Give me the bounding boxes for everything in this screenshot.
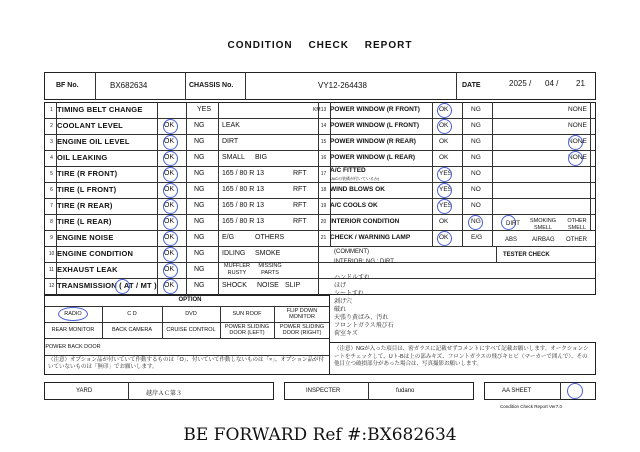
row-number: 1 (50, 107, 53, 113)
option-item: C D (127, 311, 137, 317)
row-option: OK (164, 218, 175, 225)
check-row-left (47, 198, 317, 214)
row-option: NOISE (257, 282, 279, 289)
yard-value: 越岸ＡＣ第３ (146, 391, 183, 397)
row-extra: NONE (568, 138, 587, 145)
row-number: 13 (320, 107, 327, 113)
option-item: FLIP DOWN MONITOR (286, 308, 318, 320)
check-row-right (319, 134, 587, 150)
check-row-right (319, 230, 491, 246)
row-option: E/G (222, 234, 235, 241)
row-number: 4 (50, 155, 53, 161)
row-option: RFT (293, 202, 307, 209)
row-number: 14 (320, 123, 327, 129)
aa-sheet-label: AA SHEET (502, 388, 532, 394)
check-row-left (47, 278, 317, 294)
row-label: POWER WINDOW (L FRONT) (330, 122, 420, 129)
footer-ref: BE FORWARD Ref #:BX682634 (183, 425, 457, 445)
row-ok: OK (439, 154, 449, 161)
note-left: （注意）オプション品が付いていて作動するものは「O」、付いていて作動しないものは「×」、オプション品が付いていないものは「無印」でお願いします。 (48, 357, 325, 370)
report-title (0, 40, 640, 51)
row-option: OK (164, 170, 175, 177)
row-ok: OK (439, 138, 449, 145)
row-option: SHOCK (222, 282, 247, 289)
option-item: RADIO (64, 311, 82, 317)
check-mark-circle (437, 167, 452, 182)
row-option: NG (194, 218, 205, 225)
row-option: 165 / 80 R 13 (222, 186, 265, 193)
row-option: RFT (293, 170, 307, 177)
bf-value: BX682634 (110, 81, 148, 90)
row-option: SMOKE (255, 250, 281, 257)
row-number: 2 (50, 123, 53, 129)
check-row-left (47, 182, 317, 198)
row-number: 11 (48, 267, 55, 273)
check-mark-circle (437, 231, 452, 246)
comment-line: フロントガラス飛び石 (334, 323, 394, 329)
row-number: 8 (50, 219, 53, 225)
option-item: POWER BACK DOOR (45, 343, 101, 350)
row-option: DIRT (222, 138, 239, 145)
title-word: CONDITION (227, 40, 293, 51)
row-label: EXHAUST LEAK (57, 265, 118, 274)
tester-check: TESTER CHECK (503, 252, 550, 258)
check-mark-circle (163, 151, 178, 166)
row-number: 9 (50, 235, 53, 241)
row-option: RFT (293, 218, 307, 225)
check-row-left (47, 214, 317, 230)
row-ng: NG (471, 218, 481, 225)
row-number: 19 (320, 203, 327, 209)
check-row-left (47, 230, 317, 246)
row-option: MUFFLER RUSTY (224, 263, 250, 276)
option-item: CRUISE CONTROL (166, 327, 216, 333)
row-option: BIG (255, 154, 268, 161)
check-mark-circle (568, 135, 583, 150)
row-ok: OK (439, 234, 449, 241)
row-option: OK (164, 202, 175, 209)
row-ng: NG (471, 122, 481, 129)
interior-dirt: DIRT (506, 221, 520, 227)
row-option: NG (194, 202, 205, 209)
check-row-right (319, 214, 491, 230)
option-item: BACK CAMERA (111, 327, 153, 333)
row-option: SMALL (222, 154, 245, 161)
row-ng: NO (471, 186, 481, 193)
row-label: TRANSMISSION ( AT / MT ) (57, 281, 157, 290)
row-label: A/C FITTED (330, 167, 366, 174)
row-ok: YES (439, 186, 453, 193)
bf-label: BF No. (56, 82, 79, 89)
check-mark-circle (437, 183, 452, 198)
row-label: TIRE (L REAR) (57, 217, 112, 226)
row-option: OK (164, 234, 175, 241)
row-option: LEAK (222, 122, 240, 129)
check-row-left (47, 150, 317, 166)
row-ng: NG (471, 106, 481, 113)
comment-label: (COMMENT) (334, 249, 369, 255)
row-number: 10 (48, 251, 55, 257)
row-number: 18 (320, 187, 327, 193)
option-item: POWER SLIDING DOOR (LEFT) (224, 324, 270, 336)
row-ok: OK (439, 106, 449, 113)
check-mark-circle (163, 135, 178, 150)
row-option: NG (194, 282, 205, 289)
row-option: NG (194, 250, 205, 257)
yard-label: YARD (76, 388, 93, 394)
row-label: TIRE (R REAR) (57, 201, 113, 210)
comment-line: 破れ (334, 307, 347, 313)
check-row-right (319, 198, 491, 214)
row-ng: E/G (471, 234, 483, 241)
inspecter-value: fudano (396, 388, 415, 394)
check-mark-circle (163, 247, 178, 262)
row-number: 12 (48, 283, 55, 289)
check-row-right (319, 182, 491, 198)
check-row-left (47, 262, 317, 278)
inspecter-label: INSPECTER (306, 388, 341, 394)
row-option: OK (164, 186, 175, 193)
chassis-value: VY12-264438 (318, 81, 367, 90)
row-option: 165 / 80 R 13 (222, 202, 265, 209)
row-ng: NG (471, 138, 481, 145)
row-ng: NO (471, 202, 481, 209)
check-mark-circle (163, 215, 178, 230)
row-extra: NONE (568, 154, 587, 161)
check-row-right (319, 118, 587, 134)
option-item: SUN ROOF (232, 311, 262, 317)
check-mark-circle (163, 199, 178, 214)
comment-line: 天張り黄ばみ、汚れ (334, 315, 389, 321)
option-item: REAR MONITOR (51, 327, 95, 333)
title-word: CHECK (308, 40, 349, 51)
row-number: 20 (320, 219, 327, 225)
row-number: 15 (320, 139, 327, 145)
date-day: 21 (576, 79, 585, 88)
row-number: 16 (320, 155, 327, 161)
title-word: REPORT (364, 40, 413, 51)
row-ok: OK (439, 122, 449, 129)
row-label: POWER WINDOW (R REAR) (330, 138, 416, 145)
row-label: INTERIOR CONDITION (330, 218, 400, 225)
check-mark-circle (115, 279, 130, 294)
comment-line: INTERIOR: NG : DIRT (334, 259, 394, 265)
row-label: POWER WINDOW (L REAR) (330, 154, 416, 161)
row-option: NG (194, 234, 205, 241)
check-mark-circle (437, 103, 452, 118)
comment-line: 剥げ穴 (334, 299, 353, 305)
row-option: NG (194, 122, 205, 129)
row-label: COOLANT LEVEL (57, 121, 123, 130)
row-option: IDLING (222, 250, 246, 257)
comment-line (334, 266, 494, 274)
row-option: SLIP (285, 282, 301, 289)
check-mark-circle (437, 119, 452, 134)
row-option: 165 / 80 R 13 (222, 218, 265, 225)
row-option: OK (164, 122, 175, 129)
row-ok: OK (439, 218, 449, 225)
comment-line: ほげ (334, 283, 347, 289)
row-ng: NG (471, 154, 481, 161)
row-ok: YES (439, 170, 453, 177)
row-option: YES (197, 106, 212, 113)
row-extra: NONE (568, 106, 587, 113)
row-option: 165 / 80 R 13 (222, 170, 265, 177)
row-option: OK (164, 266, 175, 273)
check-mark-circle (163, 119, 178, 134)
row-ok: YES (439, 202, 453, 209)
date-month: 04 / (545, 79, 559, 88)
row-number: 17 (320, 171, 327, 177)
row-option: OK (164, 282, 175, 289)
check-row-right (319, 102, 587, 118)
interior-smoking: SMOKING SMELL (530, 218, 556, 231)
row-label: A/C COOLS OK (330, 202, 378, 209)
row-number: 3 (50, 139, 53, 145)
row-number: 21 (320, 235, 327, 241)
check-mark-circle (468, 215, 483, 230)
date-year: 2025 / (509, 79, 532, 88)
row-ng: NO (471, 170, 481, 177)
option-label: OPTION (178, 297, 202, 303)
date-label: DATE (462, 82, 481, 89)
comment-text (334, 258, 494, 338)
check-row-left (47, 134, 317, 150)
row-label: ENGINE OIL LEVEL (57, 137, 130, 146)
check-mark-circle (163, 263, 178, 278)
aa-sheet-circle (567, 383, 583, 399)
row-option: NG (194, 154, 205, 161)
row-label: ENGINE CONDITION (57, 249, 134, 258)
check-mark-circle (163, 167, 178, 182)
row-option: OTHERS (255, 234, 285, 241)
row-option: OK (164, 138, 175, 145)
row-number: 6 (50, 187, 53, 193)
interior-other: OTHER SMELL (567, 218, 587, 231)
row-label: ENGINE NOISE (57, 233, 114, 242)
option-item: POWER SLIDING DOOR (RIGHT) (279, 324, 325, 336)
check-row-left (47, 166, 317, 182)
note-right: （注意）NGが入った項目は、密ガラスに記載せずコメントにすべて記載お願いします。オークションシートをチェックして、Uト-Bは上の部みキズ、フロントガラスの飛びキヒビ（マーカーで囲んで）、その他目立つ破損部分があった場合は、写真撮影お願いします。 (334, 346, 589, 367)
check-row-left (47, 246, 317, 262)
row-option: MISSING PARTS (258, 263, 282, 276)
check-mark-circle (437, 199, 452, 214)
check-mark-circle (163, 183, 178, 198)
comment-line: 荷室キズ (334, 331, 358, 337)
check-mark-circle (163, 279, 178, 294)
comment-line: シートすれ (334, 291, 364, 297)
row-sublabel: (A/Cの装備が付いているか) (330, 176, 380, 181)
check-mark-circle (163, 231, 178, 246)
row-option: RFT (293, 186, 307, 193)
row-label: TIRE (R FRONT) (57, 169, 118, 178)
row-option: NG (194, 186, 205, 193)
check-row-left (47, 102, 321, 118)
row-option: OK (164, 250, 175, 257)
row-label: WIND BLOWS OK (330, 186, 385, 193)
row-option: NG (194, 266, 205, 273)
row-extra: NONE (568, 122, 587, 129)
row-number: 5 (50, 171, 53, 177)
row-option: OK (164, 154, 175, 161)
lamp-abs: ABS (505, 237, 518, 243)
row-label: CHECK / WARNING LAMP (330, 234, 411, 241)
check-row-left (47, 118, 317, 134)
row-label: TIRE (L FRONT) (57, 185, 117, 194)
row-label: TIMING BELT CHANGE (57, 105, 143, 114)
comment-line: ハンドルすれ (334, 275, 371, 281)
row-option: KM (313, 107, 321, 113)
check-row-right (319, 166, 491, 182)
lamp-airbag: AIRBAG (532, 237, 555, 243)
version-text: Condition Check Report Ver7.0 (500, 404, 563, 409)
check-mark-circle (568, 151, 583, 166)
row-number: 7 (50, 203, 53, 209)
row-option: NG (194, 170, 205, 177)
row-option: NG (194, 138, 205, 145)
lamp-other: OTHER (566, 237, 587, 243)
row-label: POWER WINDOW (R FRONT) (330, 106, 420, 113)
chassis-label: CHASSIS No. (189, 82, 234, 89)
option-item: DVD (185, 311, 197, 317)
row-label: OIL LEAKING (57, 153, 108, 162)
